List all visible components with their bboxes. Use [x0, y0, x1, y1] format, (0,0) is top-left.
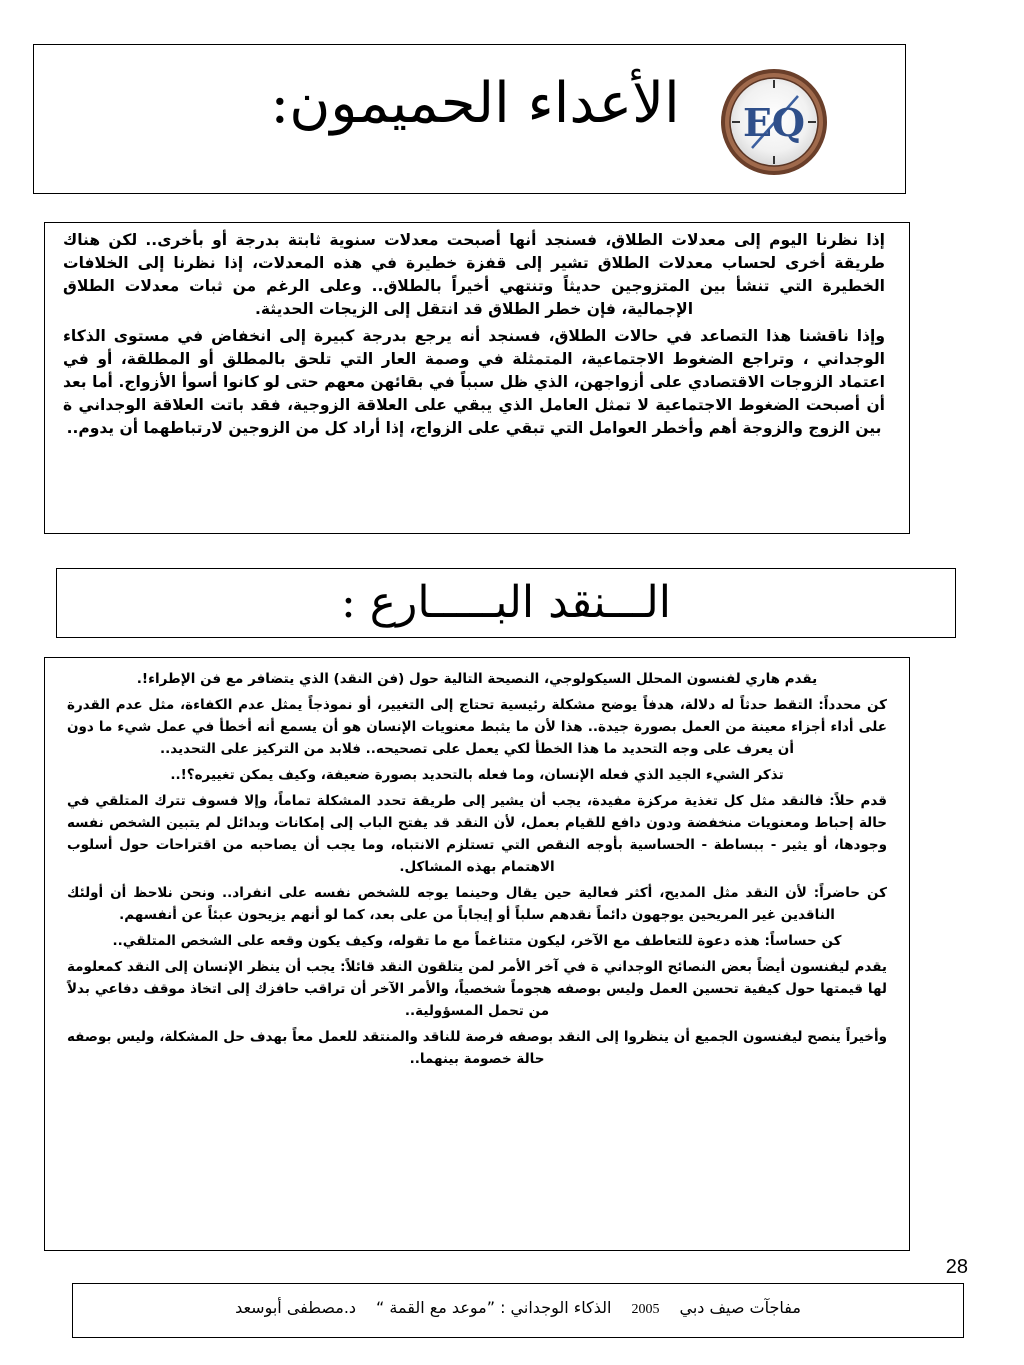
section-paragraph: كن حساساً: هذه دعوة للتعاطف مع الآخر، ليكون متناغماً مع ما تقوله، وكيف يكون وقعه على الشخص المتلقي.. [112, 933, 842, 949]
footer-series: مفاجآت صيف دبي [679, 1298, 801, 1317]
logo-text: EQ [742, 100, 806, 145]
intro-paragraph: وإذا ناقشنا هذا التصاعد في حالات الطلاق، فسنجد أنه يرجع بدرجة كبيرة إلى انخفاض في مستوى الذكاء الوجداني ، وتراجع الضغوط الاجتماعية، المتمثلة في وصمة العار التي تلحق بالمطلق أو المطلقة، أو في اعتماد الزوجات الاقتصادي على أزواجهن، الذي ظل سبباً في بقائهن معهم حتى لو كانوا أسوأ الأزواج. أما بعد أن أصبحت الضغوط الاجتماعية لا تمثل العامل الذي يبقي على العلاقة الزوجية، فقد باتت العلاقة الوجداني ة بين الزوج والزوجة أهم وأخطر العوامل التي تبقي على الزواج، إذا أراد كل من الزوجين لارتباطهما أن يدوم.. [63, 327, 885, 437]
section-paragraph: كن محدداً: التقط حدثاً له دلالة، هدفاً يوضح مشكلة رئيسية تحتاج إلى التغيير، أو نموذجاً يمثل عدم الكفاءة، مثل عدم القدرة على أداء أجزاء معينة من العمل بصورة جيدة.. هذا لأن ما يثبط معنويات الإنسان هو أن يسمع أنه أخطأ في عمل شيء ما دون أن يعرف على وجه التحديد ما هذا الخطأ لكي يعمل على تصحيحه.. فلابد من التركيز على التحديد.. [67, 697, 887, 757]
page-number: 28 [945, 1256, 968, 1278]
intro-text-box [44, 222, 910, 534]
footer [73, 1298, 963, 1318]
section-paragraph: يقدم هاري لفنسون المحلل السيكولوجي، النصيحة التالية حول (فن النقد) الذي يتضافر مع فن الإطراء!. [136, 671, 818, 687]
footer-box [72, 1283, 964, 1338]
section-heading-box [56, 568, 956, 638]
intro-paragraph: إذا نظرنا اليوم إلى معدلات الطلاق، فسنجد أنها أصبحت معدلات سنوية ثابتة بدرجة أو بأخرى.. لكن هناك طريقة أخرى لحساب معدلات الطلاق تشير إلى قفزة خطيرة في هذه المعدلات، إذا نظرنا إلى الخلافات الخطيرة التي تنشأ بين المتزوجين حديثاً وتنتهي أخيراً بالطلاق.. وعلى الرغم من ثبات معدلات الطلاق الإجمالية، فإن خطر الطلاق قد انتقل إلى الزيجات الحديثة. [63, 231, 885, 318]
footer-author: د.مصطفى أبوسعد [235, 1298, 357, 1317]
section-paragraph: وأخيراً ينصح ليفنسون الجميع أن ينظروا إلى النقد بوصفه فرصة للناقد والمنتقد للعمل معاً بهدف حل المشكلة، وليس بوصفه حالة خصومة بينهما.. [67, 1029, 887, 1067]
section-paragraph: قدم حلاً: فالنقد مثل كل تغذية مركزة مفيدة، يجب أن يشير إلى طريقة تحدد المشكلة تماماً، وإلا فسوف تترك المتلقي في حالة إحباط ومعنويات منخفضة ودون دافع للقيام بعمل، لأن النقد قد يفتح الباب إلى إمكانات وبدائل لم يتبين الشخص نفسه وجودها، أو يثير - ببساطة - الحساسية بأوجه النقص التي تستلزم الانتباه، وما يجب أن يصاحبه من اقتراحات حول أسلوب الاهتمام بهذه المشاكل. [67, 793, 887, 875]
section-paragraph: تذكر الشيء الجيد الذي فعله الإنسان، وما فعله بالتحديد بصورة ضعيفة، وكيف يمكن تغييره؟!.. [170, 767, 784, 783]
eq-logo-icon [718, 66, 830, 178]
footer-year: 2005 [631, 1302, 660, 1317]
section-paragraph: كن حاضراً: لأن النقد مثل المديح، أكثر فعالية حين يقال وحينما يوجه للشخص نفسه على انفراد.. ونحن نلاحظ أن أولئك الناقدين غير المريحين يوجهون دائماً نقدهم سلباً أو إيجاباً من على بعد، كما لو أنهم يزيحون عبئاً عن أنفسهم. [67, 885, 887, 923]
footer-book-title: الذكاء الوجداني : ”موعد مع القمة “ [376, 1298, 612, 1317]
criticism-text-box [44, 657, 910, 1251]
section-paragraph: يقدم ليفنسون أيضاً بعض النصائح الوجداني ة في آخر الأمر لمن يتلقون النقد قائلاً: يجب أن ينظر الإنسان إلى النقد كمعلومة لها قيمتها حول كيفية تحسين العمل وليس بوصفه هجوماً شخصياً، والأمر الآخر أن تراقب حافزك إلى اتخاذ موقف دفاعي بدلاً من تحمل المسؤولية.. [67, 959, 887, 1019]
section-heading: الـــنقد البـــــارع : [341, 577, 671, 628]
page-title: الأعداء الحميمون: [270, 71, 680, 136]
